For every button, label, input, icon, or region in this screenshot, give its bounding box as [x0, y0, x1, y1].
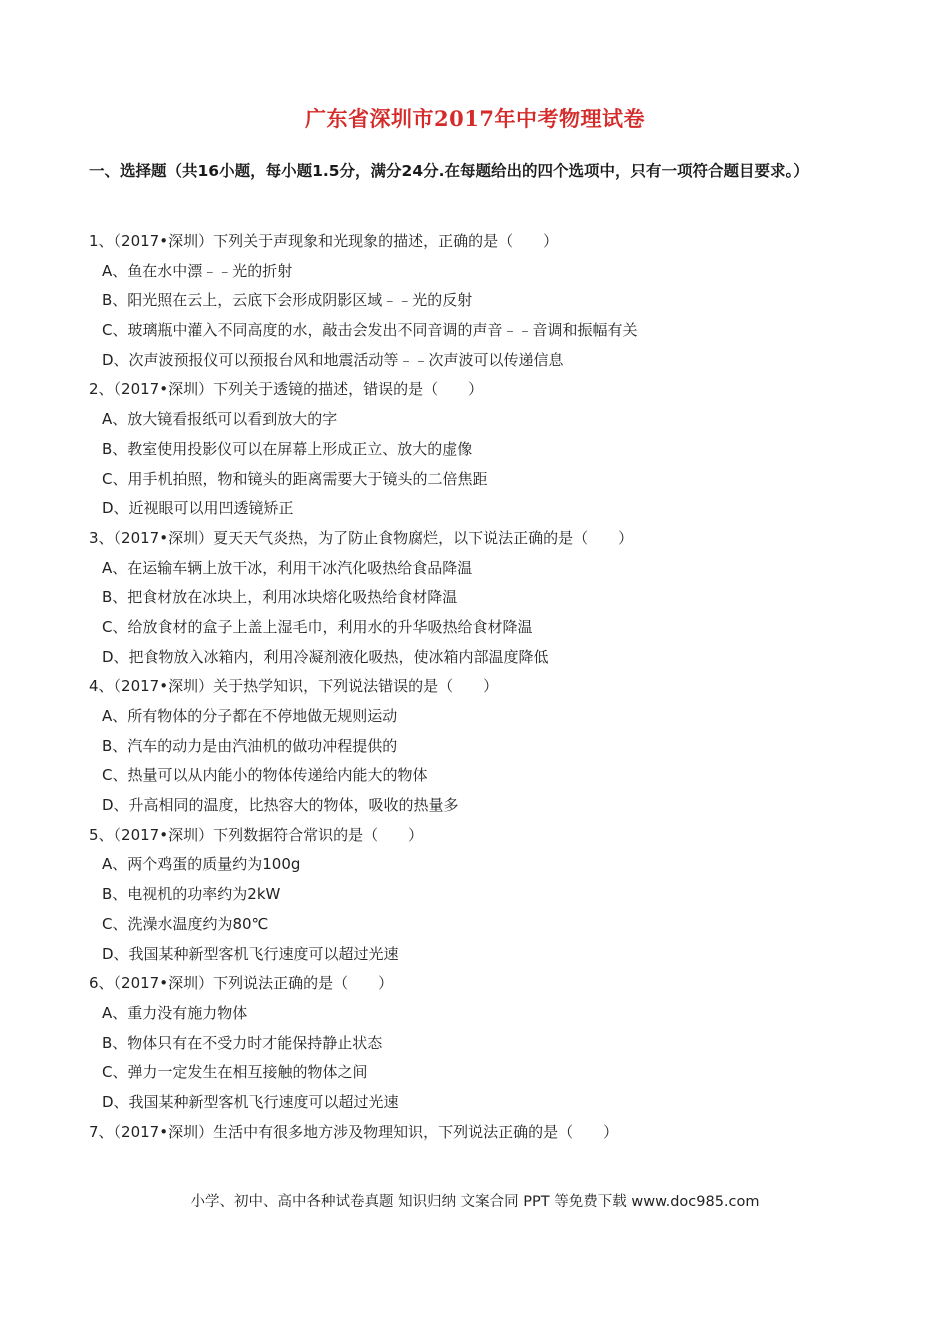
option-d: D、次声波预报仪可以预报台风和地震活动等﹣﹣次声波可以传递信息 — [102, 350, 564, 369]
option-a: A、两个鸡蛋的质量约为100g — [102, 855, 301, 874]
question-stem: 7、（2017•深圳）生活中有很多地方涉及物理知识，下列说法正确的是（ ） — [89, 1122, 619, 1141]
option-b: B、电视机的功率约为2kW — [102, 885, 281, 904]
option-c: C、玻璃瓶中灌入不同高度的水，敲击会发出不同音调的声音﹣﹣音调和振幅有关 — [102, 321, 638, 340]
option-d: D、我国某种新型客机飞行速度可以超过光速 — [102, 944, 399, 963]
option-b: B、把食材放在冰块上，利用冰块熔化吸热给食材降温 — [102, 588, 458, 607]
question-list — [89, 227, 869, 1147]
option-b: B、物体只有在不受力时才能保持静止状态 — [102, 1033, 383, 1052]
section-heading: 一、选择题（共16小题，每小题1.5分，满分24分.在每题给出的四个选项中，只有一项符合题目要求。） — [89, 162, 809, 180]
page-title: 广东省深圳市2017年中考物理试卷 — [305, 106, 645, 131]
option-c: C、热量可以从内能小的物体传递给内能大的物体 — [102, 766, 428, 785]
option-c: C、弹力一定发生在相互接触的物体之间 — [102, 1063, 368, 1082]
question-stem: 2、（2017•深圳）下列关于透镜的描述，错误的是（ ） — [89, 380, 484, 399]
option-a: A、放大镜看报纸可以看到放大的字 — [102, 410, 338, 429]
option-c: C、给放食材的盒子上盖上湿毛巾，利用水的升华吸热给食材降温 — [102, 617, 533, 636]
option-a: A、在运输车辆上放干冰，利用干冰汽化吸热给食品降温 — [102, 558, 473, 577]
option-a: A、鱼在水中漂﹣﹣光的折射 — [102, 261, 293, 280]
option-c: C、用手机拍照，物和镜头的距离需要大于镜头的二倍焦距 — [102, 469, 488, 488]
question-stem: 4、（2017•深圳）关于热学知识，下列说法错误的是（ ） — [89, 677, 499, 696]
page-footer: 小学、初中、高中各种试卷真题 知识归纳 文案合同 PPT 等免费下载 www.doc985.com — [190, 1194, 760, 1210]
option-a: A、重力没有施力物体 — [102, 1003, 248, 1022]
question-stem: 1、（2017•深圳）下列关于声现象和光现象的描述，正确的是（ ） — [89, 232, 559, 250]
option-d: D、把食物放入冰箱内，利用冷凝剂液化吸热，使冰箱内部温度降低 — [102, 647, 549, 666]
option-d: D、近视眼可以用凹透镜矫正 — [102, 499, 294, 518]
option-d: D、升高相同的温度，比热容大的物体，吸收的热量多 — [102, 796, 459, 815]
option-b: B、阳光照在云上，云底下会形成阴影区域﹣﹣光的反射 — [102, 291, 473, 310]
option-b: B、教室使用投影仪可以在屏幕上形成正立、放大的虚像 — [102, 439, 473, 458]
question-stem: 6、（2017•深圳）下列说法正确的是（ ） — [89, 974, 394, 993]
question-stem: 3、（2017•深圳）夏天天气炎热，为了防止食物腐烂，以下说法正确的是（ ） — [89, 528, 634, 547]
question-stem: 5、（2017•深圳）下列数据符合常识的是（ ） — [89, 825, 424, 844]
option-c: C、洗澡水温度约为80℃ — [102, 914, 269, 933]
option-d: D、我国某种新型客机飞行速度可以超过光速 — [102, 1092, 399, 1111]
option-b: B、汽车的动力是由汽油机的做功冲程提供的 — [102, 736, 398, 755]
option-a: A、所有物体的分子都在不停地做无规则运动 — [102, 707, 398, 725]
